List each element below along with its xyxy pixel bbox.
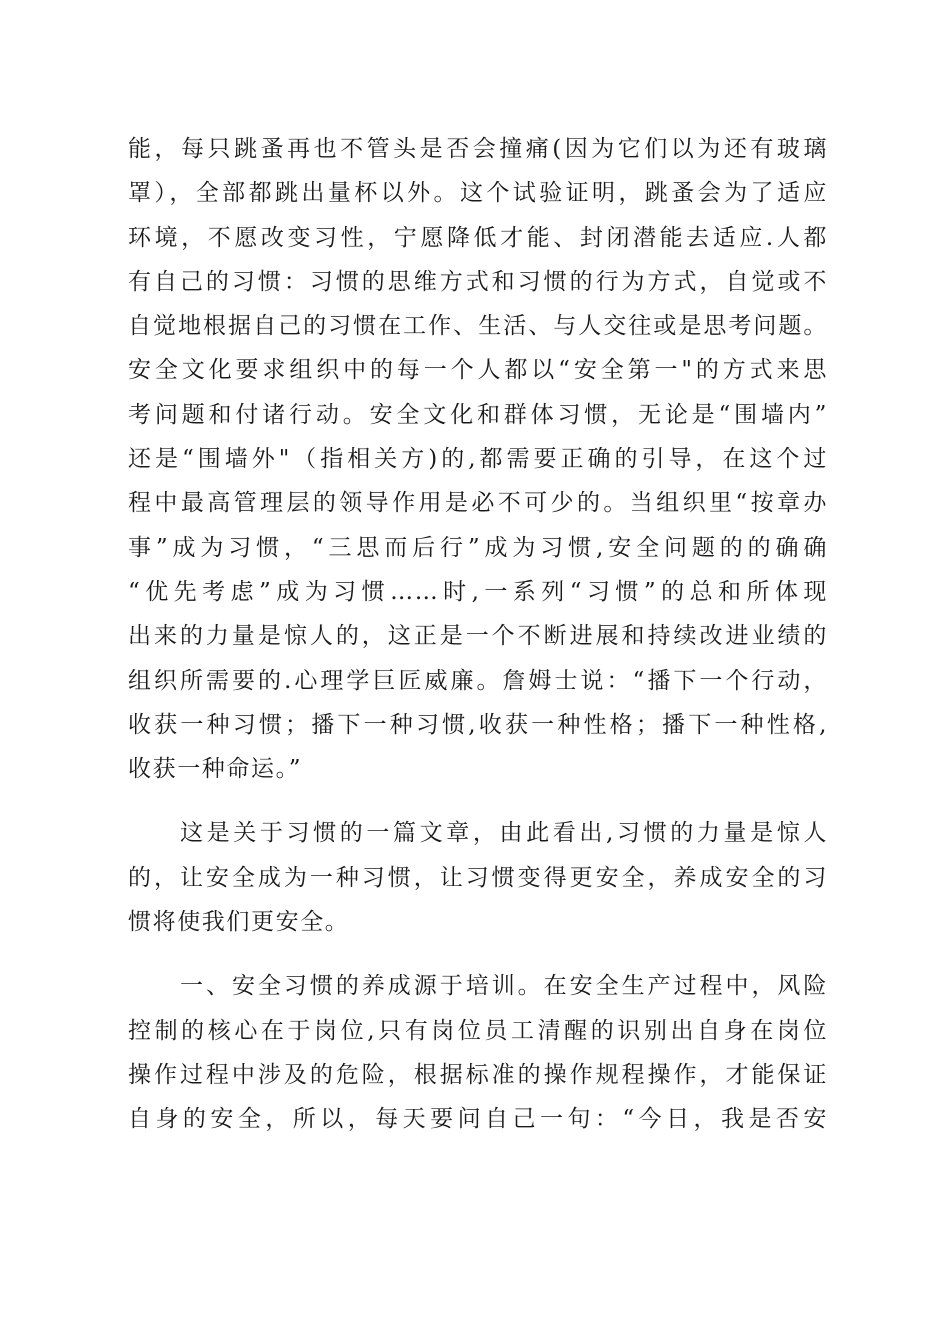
text-line: 自觉地根据自己的习惯在工作、生活、与人交往或是思考问题。	[128, 313, 828, 340]
text-line: 环境，不愿改变习性，宁愿降低才能、封闭潜能去适应.人都	[128, 224, 828, 251]
text-line: 惯将使我们更安全。	[128, 909, 350, 936]
text-line: 这是关于习惯的一篇文章，由此看出,习惯的力量是惊人	[180, 820, 828, 847]
text-line: 自身的安全，所以，每天要问自己一句：“今日，我是否安	[128, 1106, 828, 1133]
text-line: 操作过程中涉及的危险，根据标准的操作规程操作，才能保证	[128, 1061, 828, 1088]
text-line: 控制的核心在于岗位,只有岗位员工清醒的识别出自身在岗位	[128, 1017, 828, 1044]
text-line: 一、安全习惯的养成源于培训。在安全生产过程中，风险	[180, 973, 828, 1000]
paragraph-1	[128, 127, 828, 791]
text-line: 罩），全部都跳出量杯以外。这个试验证明，跳蚤会为了适应	[128, 180, 828, 207]
text-line: 还是“围墙外"（指相关方)的,都需要正确的引导，在这个过	[128, 446, 828, 473]
text-line: 的，让安全成为一种习惯，让习惯变得更安全，养成安全的习	[128, 864, 828, 891]
text-line: 事”成为习惯，“三思而后行”成为习惯,安全问题的的确确	[128, 534, 828, 561]
text-line: 出来的力量是惊人的，这正是一个不断进展和持续改进业绩的	[128, 623, 828, 650]
text-line: 收获一种习惯；播下一种习惯,收获一种性格；播下一种性格,	[128, 711, 828, 738]
document-body	[128, 127, 828, 1162]
text-line: 能，每只跳蚤再也不管头是否会撞痛(因为它们以为还有玻璃	[128, 136, 828, 162]
text-line: 考问题和付诸行动。安全文化和群体习惯，无论是“围墙内”	[128, 401, 828, 428]
text-line: 收获一种命运。”	[128, 756, 303, 783]
text-line: 安全文化要求组织中的每一个人都以“安全第一"的方式来思	[128, 357, 828, 384]
text-line: 程中最高管理层的领导作用是必不可少的。当组织里“按章办	[128, 490, 828, 517]
text-line: 有自己的习惯：习惯的思维方式和习惯的行为方式，自觉或不	[128, 268, 828, 295]
text-line: “优先考虑”成为习惯……时,一系列“习惯”的总和所体现	[128, 578, 828, 605]
paragraph-2	[128, 811, 828, 944]
paragraph-3	[128, 964, 828, 1141]
text-line: 组织所需要的.心理学巨匠威廉。詹姆士说：“播下一个行动，	[128, 667, 828, 694]
